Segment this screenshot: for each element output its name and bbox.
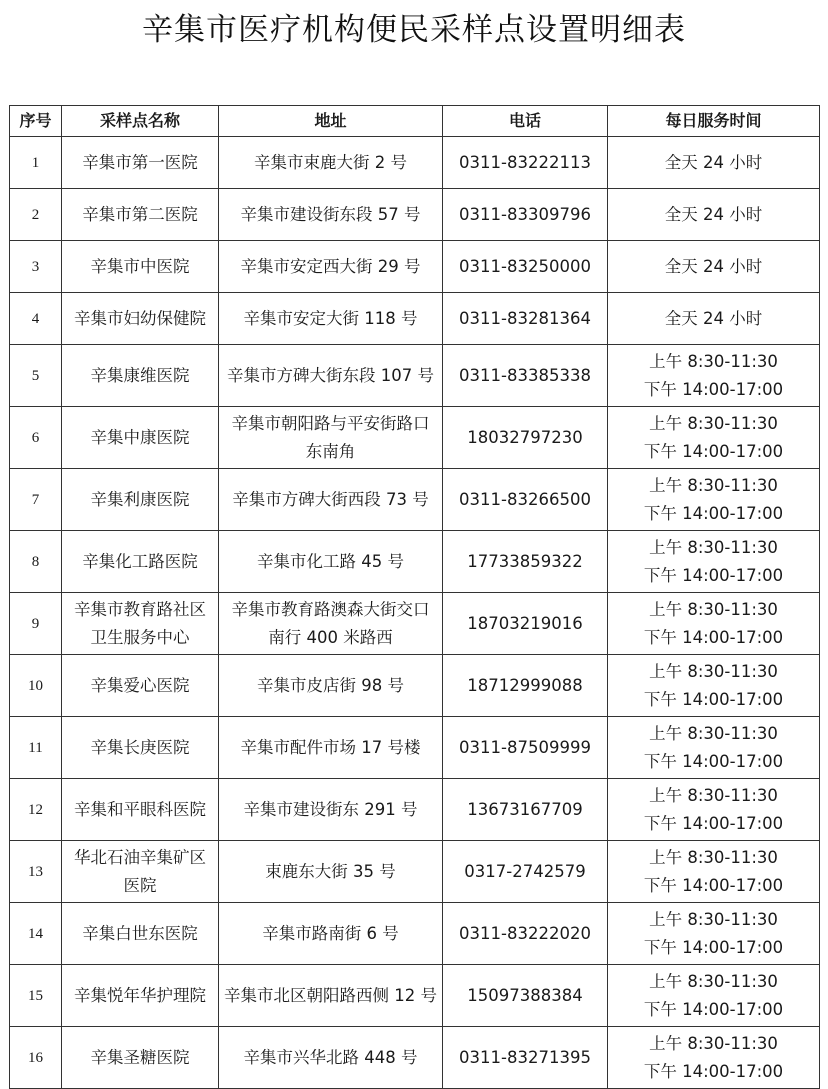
cell-site-name: 辛集利康医院 (62, 469, 219, 531)
cell-phone: 0311-83281364 (443, 293, 608, 345)
table-row (10, 407, 820, 469)
cell-index: 2 (10, 189, 62, 241)
cell-phone: 13673167709 (443, 779, 608, 841)
cell-phone: 17733859322 (443, 531, 608, 593)
page-title: 辛集市医疗机构便民采样点设置明细表 (142, 12, 686, 48)
table-row (10, 779, 820, 841)
table-row (10, 293, 820, 345)
table-row (10, 189, 820, 241)
cell-site-name: 辛集悦年华护理院 (62, 965, 219, 1027)
cell-service-time: 上午 8:30-11:30 下午 14:00-17:00 (608, 593, 820, 655)
table-header-row (10, 106, 820, 137)
cell-address: 辛集市皮店街 98 号 (219, 655, 443, 717)
cell-service-time: 全天 24 小时 (608, 137, 820, 189)
cell-index: 11 (10, 717, 62, 779)
cell-address: 辛集市安定大街 118 号 (219, 293, 443, 345)
cell-service-time: 上午 8:30-11:30 下午 14:00-17:00 (608, 841, 820, 903)
cell-address: 辛集市北区朝阳路西侧 12 号 (219, 965, 443, 1027)
cell-phone: 0311-83222113 (443, 137, 608, 189)
cell-service-time: 上午 8:30-11:30 下午 14:00-17:00 (608, 531, 820, 593)
cell-address: 辛集市兴华北路 448 号 (219, 1027, 443, 1089)
cell-phone: 0311-83385338 (443, 345, 608, 407)
table-row (10, 655, 820, 717)
cell-site-name: 辛集爱心医院 (62, 655, 219, 717)
header-index: 序号 (10, 106, 62, 137)
table-row (10, 1027, 820, 1089)
cell-site-name: 辛集康维医院 (62, 345, 219, 407)
cell-index: 12 (10, 779, 62, 841)
header-phone: 电话 (443, 106, 608, 137)
cell-phone: 0311-83309796 (443, 189, 608, 241)
cell-site-name: 辛集市妇幼保健院 (62, 293, 219, 345)
cell-address: 辛集市化工路 45 号 (219, 531, 443, 593)
cell-service-time: 全天 24 小时 (608, 241, 820, 293)
cell-index: 10 (10, 655, 62, 717)
cell-service-time: 上午 8:30-11:30 下午 14:00-17:00 (608, 407, 820, 469)
cell-site-name: 辛集化工路医院 (62, 531, 219, 593)
cell-site-name: 辛集市教育路社区 卫生服务中心 (62, 593, 219, 655)
cell-site-name: 辛集中康医院 (62, 407, 219, 469)
cell-address: 辛集市建设街东段 57 号 (219, 189, 443, 241)
cell-service-time: 全天 24 小时 (608, 189, 820, 241)
cell-site-name: 辛集市中医院 (62, 241, 219, 293)
cell-index: 1 (10, 137, 62, 189)
cell-index: 5 (10, 345, 62, 407)
cell-service-time: 上午 8:30-11:30 下午 14:00-17:00 (608, 655, 820, 717)
table-row (10, 531, 820, 593)
cell-index: 3 (10, 241, 62, 293)
cell-address: 辛集市束鹿大街 2 号 (219, 137, 443, 189)
header-address: 地址 (219, 106, 443, 137)
table-row (10, 137, 820, 189)
cell-phone: 0311-87509999 (443, 717, 608, 779)
cell-address: 束鹿东大街 35 号 (219, 841, 443, 903)
cell-phone: 0311-83250000 (443, 241, 608, 293)
cell-address: 辛集市方碑大街东段 107 号 (219, 345, 443, 407)
table-row (10, 965, 820, 1027)
cell-phone: 15097388384 (443, 965, 608, 1027)
cell-site-name: 辛集和平眼科医院 (62, 779, 219, 841)
cell-site-name: 辛集白世东医院 (62, 903, 219, 965)
cell-service-time: 上午 8:30-11:30 下午 14:00-17:00 (608, 717, 820, 779)
table-row (10, 593, 820, 655)
cell-index: 6 (10, 407, 62, 469)
table-row (10, 717, 820, 779)
cell-index: 14 (10, 903, 62, 965)
header-service-time: 每日服务时间 (608, 106, 820, 137)
cell-site-name: 辛集市第二医院 (62, 189, 219, 241)
cell-index: 4 (10, 293, 62, 345)
cell-service-time: 上午 8:30-11:30 下午 14:00-17:00 (608, 469, 820, 531)
cell-service-time: 上午 8:30-11:30 下午 14:00-17:00 (608, 779, 820, 841)
cell-address: 辛集市配件市场 17 号楼 (219, 717, 443, 779)
cell-index: 7 (10, 469, 62, 531)
cell-site-name: 辛集圣糖医院 (62, 1027, 219, 1089)
cell-address: 辛集市朝阳路与平安街路口 东南角 (219, 407, 443, 469)
sampling-sites-table (9, 105, 820, 1089)
cell-index: 13 (10, 841, 62, 903)
cell-phone: 0311-83266500 (443, 469, 608, 531)
cell-service-time: 上午 8:30-11:30 下午 14:00-17:00 (608, 1027, 820, 1089)
cell-site-name: 辛集市第一医院 (62, 137, 219, 189)
cell-index: 9 (10, 593, 62, 655)
cell-address: 辛集市方碑大街西段 73 号 (219, 469, 443, 531)
cell-index: 16 (10, 1027, 62, 1089)
cell-service-time: 全天 24 小时 (608, 293, 820, 345)
cell-service-time: 上午 8:30-11:30 下午 14:00-17:00 (608, 345, 820, 407)
cell-service-time: 上午 8:30-11:30 下午 14:00-17:00 (608, 903, 820, 965)
cell-service-time: 上午 8:30-11:30 下午 14:00-17:00 (608, 965, 820, 1027)
cell-phone: 0317-2742579 (443, 841, 608, 903)
cell-index: 8 (10, 531, 62, 593)
table-row (10, 903, 820, 965)
cell-site-name: 辛集长庚医院 (62, 717, 219, 779)
table-row (10, 469, 820, 531)
cell-address: 辛集市路南街 6 号 (219, 903, 443, 965)
cell-site-name: 华北石油辛集矿区 医院 (62, 841, 219, 903)
table-row (10, 841, 820, 903)
header-site-name: 采样点名称 (62, 106, 219, 137)
cell-phone: 18712999088 (443, 655, 608, 717)
cell-address: 辛集市安定西大街 29 号 (219, 241, 443, 293)
cell-phone: 18703219016 (443, 593, 608, 655)
table-row (10, 241, 820, 293)
cell-index: 15 (10, 965, 62, 1027)
cell-phone: 0311-83222020 (443, 903, 608, 965)
cell-phone: 18032797230 (443, 407, 608, 469)
cell-address: 辛集市建设街东 291 号 (219, 779, 443, 841)
cell-address: 辛集市教育路澳森大街交口 南行 400 米路西 (219, 593, 443, 655)
table-row (10, 345, 820, 407)
cell-phone: 0311-83271395 (443, 1027, 608, 1089)
